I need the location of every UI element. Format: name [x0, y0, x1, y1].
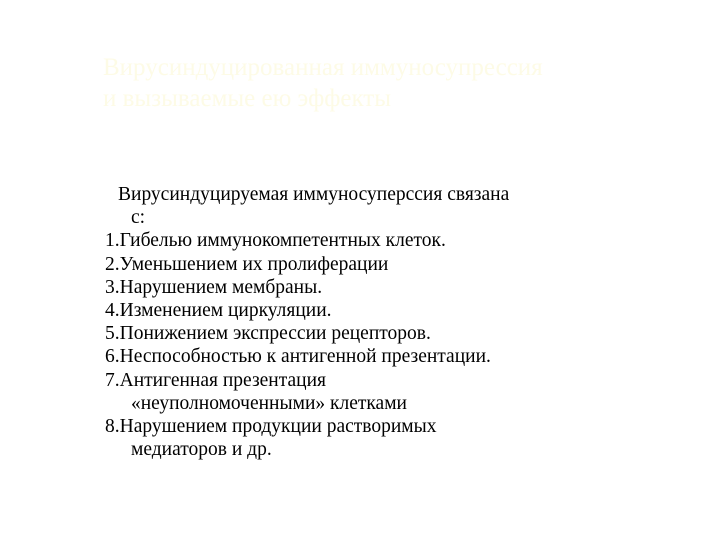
- slide-title-line: Вирусиндуцированная иммуносупрессия: [103, 54, 543, 81]
- list-item-text: 5.Понижением экспрессии рецепторов.: [105, 323, 431, 345]
- list-item-continuation: медиаторов и др.: [131, 439, 272, 461]
- list-item: [105, 369, 665, 415]
- intro-line: Вирусиндуцируемая иммуносуперссия связана: [118, 184, 510, 205]
- list-item-continuation: «неуполномоченными» клетками: [131, 392, 407, 414]
- list-item: [105, 345, 665, 368]
- list-item-text: 3.Нарушением мембраны.: [105, 276, 323, 298]
- list-item-text: 6.Неспособностью к антигенной презентации.: [105, 346, 491, 368]
- list-item: [105, 299, 665, 322]
- list-item: [105, 415, 665, 461]
- slide-title: [103, 52, 663, 114]
- list-item-text: 4.Изменением циркуляции.: [105, 300, 332, 322]
- intro-line: с:: [131, 207, 146, 229]
- list-item: [105, 276, 665, 299]
- list-item: [105, 229, 665, 252]
- slide-title-line: и вызываемые ею эффекты: [103, 85, 392, 112]
- list-item: [105, 322, 665, 345]
- list-item-text: 2.Уменьшением их пролиферации: [105, 253, 389, 275]
- list-item-text: 7.Антигенная презентация: [105, 369, 326, 391]
- effects-list: [105, 229, 665, 461]
- list-item-text: 1.Гибелью иммунокомпетентных клеток.: [105, 230, 446, 252]
- list-item-text: 8.Нарушением продукции растворимых: [105, 416, 437, 438]
- intro-text: [105, 183, 665, 229]
- slide-body: [105, 183, 665, 461]
- list-item: [105, 253, 665, 276]
